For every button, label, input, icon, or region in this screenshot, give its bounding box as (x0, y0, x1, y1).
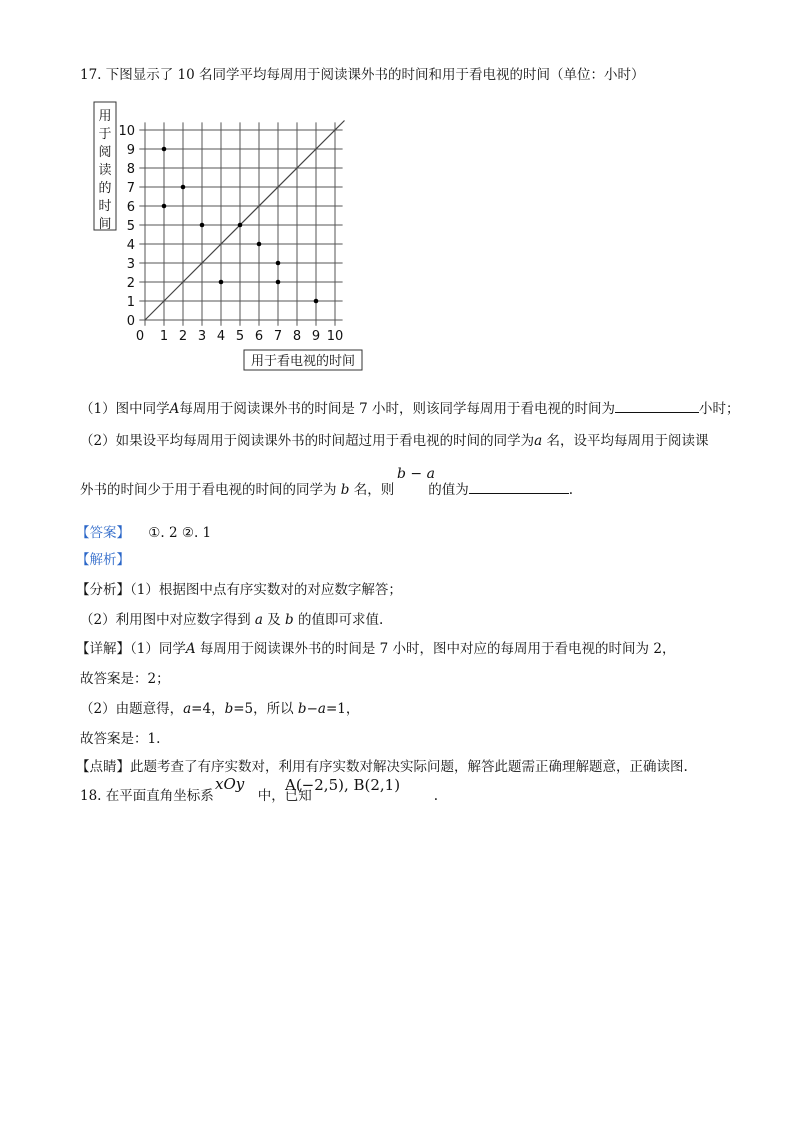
data-point (238, 223, 243, 228)
data-point (181, 185, 186, 190)
part2-answer-blank[interactable] (469, 481, 569, 494)
fenxi-tag: 【分析】 (76, 582, 130, 598)
y-tick-label: 7 (126, 181, 135, 196)
y-axis-label-char: 间 (98, 217, 112, 232)
y-tick-label: 2 (126, 276, 135, 291)
xiangjie-a-value: =4， (191, 701, 225, 717)
xiangjie-var-a: A (185, 641, 196, 657)
y-tick-label: 4 (126, 238, 135, 253)
answer-text: ①. 2 ②. 1 (148, 525, 212, 541)
data-point (314, 299, 319, 304)
fenxi-line2 (80, 608, 383, 628)
y-axis-label-char: 于 (98, 127, 112, 142)
y-axis-label (98, 109, 111, 232)
y-tick-label: 8 (126, 162, 135, 177)
reference-line-group (145, 121, 345, 321)
x-tick-label: 0 (135, 329, 145, 344)
data-point (276, 261, 281, 266)
fenxi-var-a: a (254, 612, 263, 628)
y-axis-label-char: 读 (98, 163, 112, 178)
x-tick-label: 7 (273, 329, 283, 344)
data-point (257, 242, 262, 247)
y-tick-label: 6 (126, 200, 135, 215)
q18-end: . (433, 788, 439, 804)
scatter-chart (88, 96, 378, 376)
x-tick-label: 2 (178, 329, 188, 344)
xiangjie-line2: 故答案是：2； (80, 671, 170, 687)
x-tick-label: 5 (235, 329, 245, 344)
part2-var-a: a (534, 433, 543, 449)
part1-answer-blank[interactable] (615, 400, 699, 413)
reference-line (145, 121, 345, 321)
y-tick-label: 3 (126, 257, 135, 272)
data-point (162, 147, 167, 152)
fenxi-text-2-pre: （2）利用图中对应数字得到 (80, 612, 251, 628)
part2-text-1-end: 名，设平均每周用于阅读课 (546, 433, 709, 449)
y-axis-label-char: 用 (98, 109, 112, 124)
question-17-part2-line1 (80, 429, 708, 449)
y-tick-label: 10 (118, 124, 135, 139)
dianjing-line (76, 755, 688, 775)
data-point (276, 280, 281, 285)
part2-text-2-post: 的值为 (428, 482, 469, 498)
analysis-tag: 【解析】 (76, 552, 130, 568)
y-tick-label: 9 (126, 143, 135, 158)
question-17-part1 (80, 397, 740, 417)
xiangjie-expr-minus: − (306, 701, 318, 717)
part2-text-2-pre: 外书的时间少于用于看电视的时间的同学为 (80, 482, 337, 498)
fenxi-var-b: b (285, 612, 294, 628)
y-tick-label: 5 (126, 219, 135, 234)
dianjing-text: 此题考查了有序实数对，利用有序实数对解决实际问题，解答此题需正确理解题意，正确读图. (130, 759, 688, 775)
part2-var-b: b (340, 482, 350, 498)
xiangjie-line3 (80, 697, 359, 717)
xiangjie-text-1-post: 每周用于阅读课外书的时间是 7 小时，图中对应的每周用于看电视的时间为 2， (199, 641, 676, 657)
y-axis-label-char: 时 (98, 199, 112, 214)
dianjing-tag: 【点睛】 (76, 759, 130, 775)
x-tick-label: 6 (254, 329, 264, 344)
q18-text-pre: 18. 在平面直角坐标系 (80, 788, 214, 804)
x-tick-label: 8 (292, 329, 302, 344)
xiangjie-b-value: =5，所以 (233, 701, 294, 717)
y-tick-label: 1 (126, 295, 135, 310)
x-axis-label: 用于看电视的时间 (250, 354, 356, 369)
x-tick-label: 9 (311, 329, 321, 344)
xiangjie-var-a2: a (183, 701, 192, 717)
y-axis-label-char: 的 (98, 181, 112, 196)
fenxi-text-2-post: 的值即可求值. (298, 612, 384, 628)
part1-text-mid: 每周用于阅读课外书的时间是 7 小时，则该同学每周用于看电视的时间为 (179, 401, 616, 417)
xiangjie-var-b: b (224, 701, 234, 717)
xiangjie-line4: 故答案是：1. (80, 731, 161, 747)
part1-text-post: 小时； (699, 401, 740, 417)
part2-text-2-mid: 名，则 (353, 482, 395, 498)
question-17-part2-line2 (80, 478, 573, 498)
x-tick-label: 10 (326, 329, 344, 344)
q18-coordinate-system: xOy (215, 775, 245, 793)
xiangjie-text-1-pre: （1）同学 (130, 641, 186, 657)
xiangjie-tag: 【详解】 (76, 641, 130, 657)
data-point (219, 280, 224, 285)
x-tick-label: 3 (197, 329, 207, 344)
answer-line (76, 521, 211, 541)
y-tick-label: 0 (126, 314, 135, 329)
fenxi-line1 (76, 578, 402, 598)
question-17-title: 17. 下图显示了 10 名同学平均每周用于阅读课外书的时间和用于看电视的时间（单位：小时） (80, 67, 645, 83)
xiangjie-line1 (76, 637, 675, 657)
q18-points: A(−2,5), B(2,1) (285, 776, 401, 794)
data-point (200, 223, 205, 228)
q18-text-mid: 中，已知 (257, 788, 312, 804)
data-point (162, 204, 167, 209)
fenxi-text-1: （1）根据图中点有序实数对的对应数字解答； (130, 582, 402, 598)
xiangjie-text-3-end: =1， (325, 701, 360, 717)
x-tick-label: 4 (216, 329, 226, 344)
part2-end: . (568, 482, 574, 498)
part1-var-a: A (169, 401, 180, 417)
answer-tag: 【答案】 (76, 525, 130, 541)
part2-expression-b-minus-a: b − a (397, 466, 435, 482)
part2-text-1: （2）如果设平均每周用于阅读课外书的时间超过用于看电视的时间的同学为 (80, 433, 535, 449)
xiangjie-expr-b: b (297, 701, 307, 717)
xiangjie-expr-a: a (317, 701, 326, 717)
fenxi-text-2-mid: 及 (267, 612, 281, 628)
xiangjie-text-3-pre: （2）由题意得， (80, 701, 184, 717)
part1-text-pre: （1）图中同学 (80, 401, 170, 417)
x-tick-label: 1 (159, 329, 169, 344)
y-axis-label-char: 阅 (98, 145, 112, 160)
